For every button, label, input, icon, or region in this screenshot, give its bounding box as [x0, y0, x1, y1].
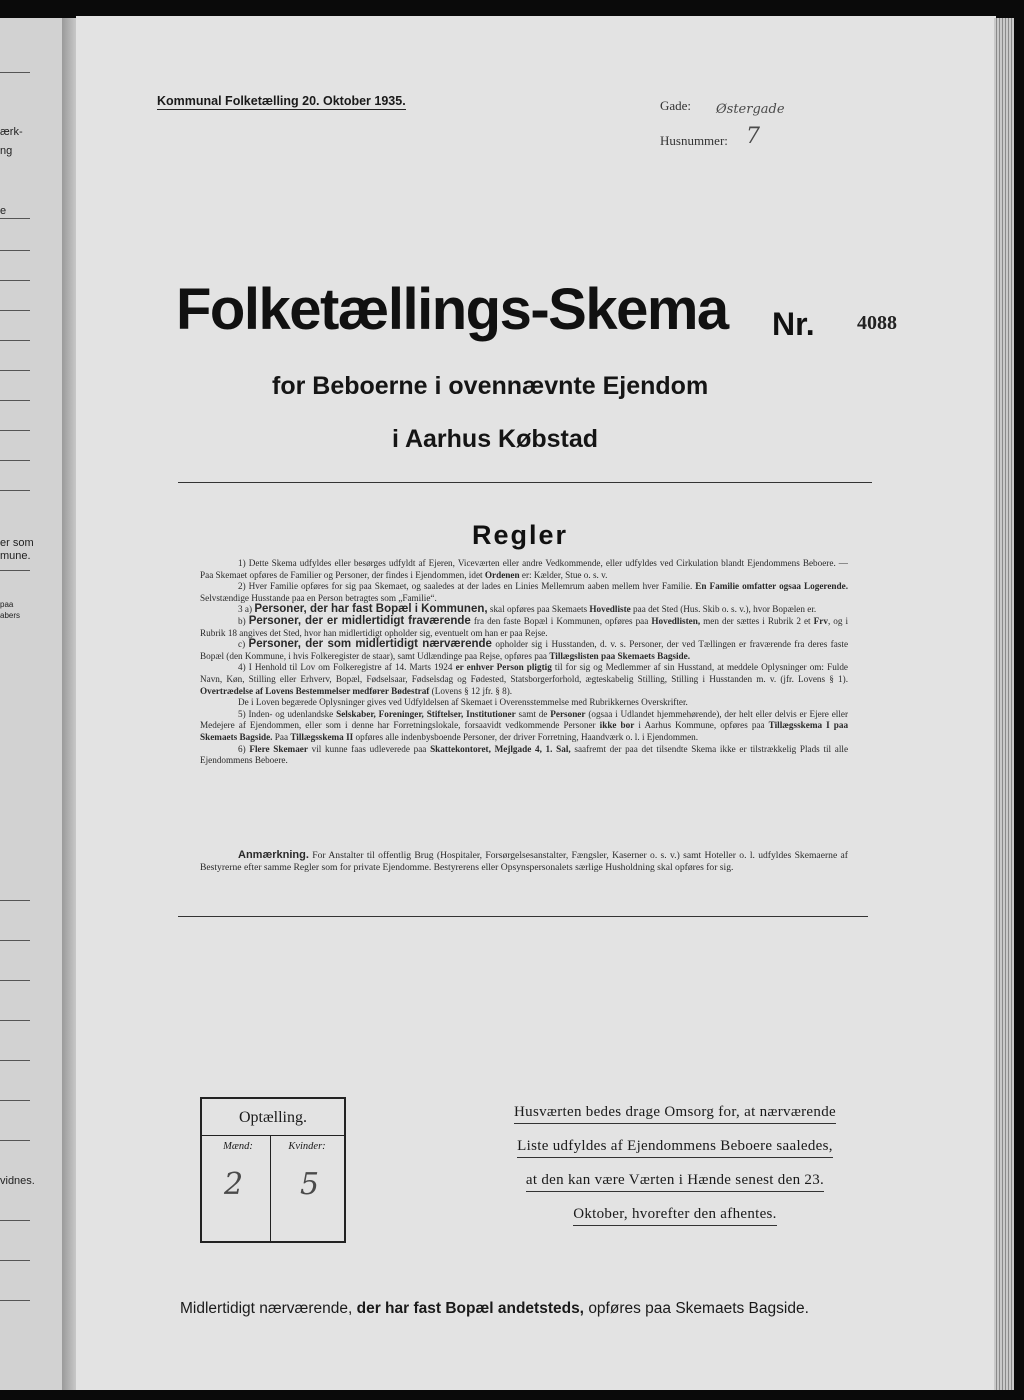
title-divider	[178, 482, 872, 483]
left-page-rule	[0, 1060, 30, 1061]
rules-heading: Regler	[472, 520, 569, 550]
notice-line: Oktober, hvorefter den afhentes.	[573, 1206, 777, 1226]
left-page-rule	[0, 490, 30, 491]
street-label: Gade:	[660, 98, 692, 113]
count-box-divider	[202, 1135, 344, 1136]
rules-divider	[178, 916, 868, 917]
left-page-rule	[0, 430, 30, 431]
rule-6: 6) Flere Skemaer vil kunne faas udleverede paa Skattekontoret, Mejlgade 4, 1. Sal, saafremt der paa det tilsendte Skema ikke er tilstrækkelig Plads til alle Ejendommens Beboere.	[200, 743, 849, 766]
footer-note	[180, 1300, 809, 1318]
left-page-rule	[0, 310, 30, 311]
left-page-rule	[0, 570, 30, 571]
left-page-fragment: ærk-	[0, 126, 23, 138]
left-page-fragment: er som	[0, 537, 34, 549]
rule-3b: b) Personer, der er midlertidigt fraværende fra den faste Bopæl i Kommunen, opføres paa Hovedlisten, men der sættes i Rubrik 2 et Frv, og i Rubrik 18 angives det Sted, hvor han midlertidigt opholder sig, eventuelt om han er paa Rejse.	[200, 614, 849, 638]
count-box-column-divider	[270, 1135, 271, 1241]
house-number-value: 7	[746, 124, 760, 149]
left-page-rule	[0, 1300, 30, 1301]
rule-5: 5) Inden- og udenlandske Selskaber, Foreninger, Stiftelser, Institutioner samt de Personer (ogsaa i Udlandet hjemmehørende), der helt eller delvis er Ejere eller Medejere af Ejendommen, eller som i denne har Forretningslokale, forsaavidt vedkommende Personer ikke bor i Aarhus Kommune, opføres paa Tillægsskema I paa Skemaets Bagside. Paa Tillægsskema II opføres alle indenbysboende Personer, der driver Forretning, Haandværk o. l. i Ejendommen.	[200, 708, 849, 742]
left-page-fragment: abers	[0, 611, 21, 620]
landlord-notice	[500, 1104, 850, 1240]
left-page-rule	[0, 1220, 30, 1221]
house-number-label: Husnummer:	[660, 133, 728, 148]
form-number-label: Nr.	[772, 306, 815, 342]
left-page-rule	[0, 280, 30, 281]
left-page-fragment: ng	[0, 145, 13, 157]
left-page-rule	[0, 370, 30, 371]
count-box-title: Optælling.	[238, 1109, 307, 1126]
men-count: 2	[224, 1167, 244, 1202]
left-page-rule	[0, 1020, 30, 1021]
left-page-rule	[0, 900, 30, 901]
book-page-edges	[994, 18, 1014, 1390]
form-subtitle: for Beboerne i ovennævnte Ejendom	[272, 372, 709, 400]
left-page-rule	[0, 940, 30, 941]
left-page-fragment: vidnes.	[0, 1175, 35, 1187]
count-box	[200, 1097, 346, 1243]
footer-emphasis: der har fast Bopæl andetsteds,	[356, 1300, 584, 1317]
rule-2: 2) Hver Familie opføres for sig paa Skemaet, og saaledes at der lades en Linies Mellemrum aaben mellem hver Familie. En Familie omfatter ogsaa Logerende. Selvstændige Husstande paa en Person betragtes som „Familie“.	[200, 581, 848, 603]
footer-text: opføres paa Skemaets Bagside.	[588, 1300, 809, 1317]
left-page-rule	[0, 1100, 30, 1101]
notice-line: Husværten bedes drage Omsorg for, at nærværende	[514, 1104, 836, 1124]
left-page-rule	[0, 1260, 30, 1261]
form-title: Folketællings-Skema	[176, 277, 728, 342]
form-location: i Aarhus Købstad	[392, 425, 599, 453]
left-page-rule	[0, 980, 30, 981]
remark-paragraph	[200, 850, 848, 874]
book-gutter	[62, 18, 76, 1390]
rule-4: 4) I Henhold til Lov om Folkeregistre af 14. Marts 1924 er enhver Person pligtig til for sig og Medlemmer af sin Husstand, at meddele Oplysninger om: Fulde Navn, Køn, Stilling eller Erhverv, Bopæl, Fødselsaar, Fødselsdag og Fødested, Statsborgerforhold, ægteskabelig Stilling, Stilling i Husstanden m. v. (jfr. Lovens § 1). Overtrædelse af Lovens Bestemmelser medfører Bødestraf (Lovens § 12 jfr. § 8).	[200, 662, 849, 696]
footer-text: Midlertidigt nærværende,	[180, 1300, 353, 1317]
notice-line: Liste udfyldes af Ejendommens Beboere saaledes,	[517, 1138, 833, 1158]
left-page-fragment: mune.	[0, 550, 31, 562]
census-header: Kommunal Folketælling 20. Oktober 1935.	[157, 94, 406, 108]
remark-heading: Anmærkning.	[238, 849, 309, 861]
rules-body	[200, 558, 848, 767]
left-page-fragment: paa	[0, 600, 14, 609]
left-page-rule	[0, 218, 30, 219]
women-label: Kvinder:	[288, 1141, 326, 1152]
rule-4-note: De i Loven begærede Oplysninger gives ved Udfyldelsen af Skemaet i Overensstemmelse med Rubrikkernes Overskrifter.	[238, 697, 688, 708]
form-number-value: 4088	[857, 312, 897, 334]
remark-text: For Anstalter til offentlig Brug (Hospitaler, Forsørgelsesanstalter, Fængsler, Kaserner o. s. v.) samt Hoteller o. l. udfyldes Skemaerne af Bestyrerne efter samme Regler som for private Ejendomme. Bestyrerens eller Opsynspersonalets særlige Husholdning skal opføres for sig.	[200, 850, 848, 873]
rule-1: 1) Dette Skema udfyldes eller besørges udfyldt af Ejeren, Viceværten eller andre Vedkommende, eller udfyldes ved Cirkulation blandt Ejendommens Beboere. — Paa Skemaet opføres de Familier og Personer, der findes i Ejendommen, idet Ordenen er: Kælder, Stue o. s. v.	[200, 558, 848, 580]
left-page-rule	[0, 400, 30, 401]
notice-line: at den kan være Værten i Hænde senest den 23.	[526, 1172, 824, 1192]
left-page-rule	[0, 340, 30, 341]
women-count: 5	[300, 1167, 320, 1202]
men-label: Mænd:	[223, 1141, 253, 1152]
left-page-fragment: e	[0, 205, 7, 217]
street-value: Østergade	[716, 102, 785, 117]
rule-3c: c) Personer, der som midlertidigt nærværende opholder sig i Husstanden, d. v. s. Personer, der ved Tællingen er fraværende fra deres faste Bopæl (den Kommune, i hvis Folkeregister de staar), samt Udlændinge paa Rejse, opføres paa Tillægslisten paa Skemaets Bagside.	[200, 638, 849, 661]
left-page-rule	[0, 72, 30, 73]
left-page-rule	[0, 250, 30, 251]
left-page-rule	[0, 460, 30, 461]
rule-3a: 3 a) Personer, der har fast Bopæl i Kommunen, skal opføres paa Skemaets Hovedliste paa det Sted (Hus. Skib o. s. v.), hvor Bopælen er.	[238, 603, 817, 616]
left-page-rule	[0, 1140, 30, 1141]
